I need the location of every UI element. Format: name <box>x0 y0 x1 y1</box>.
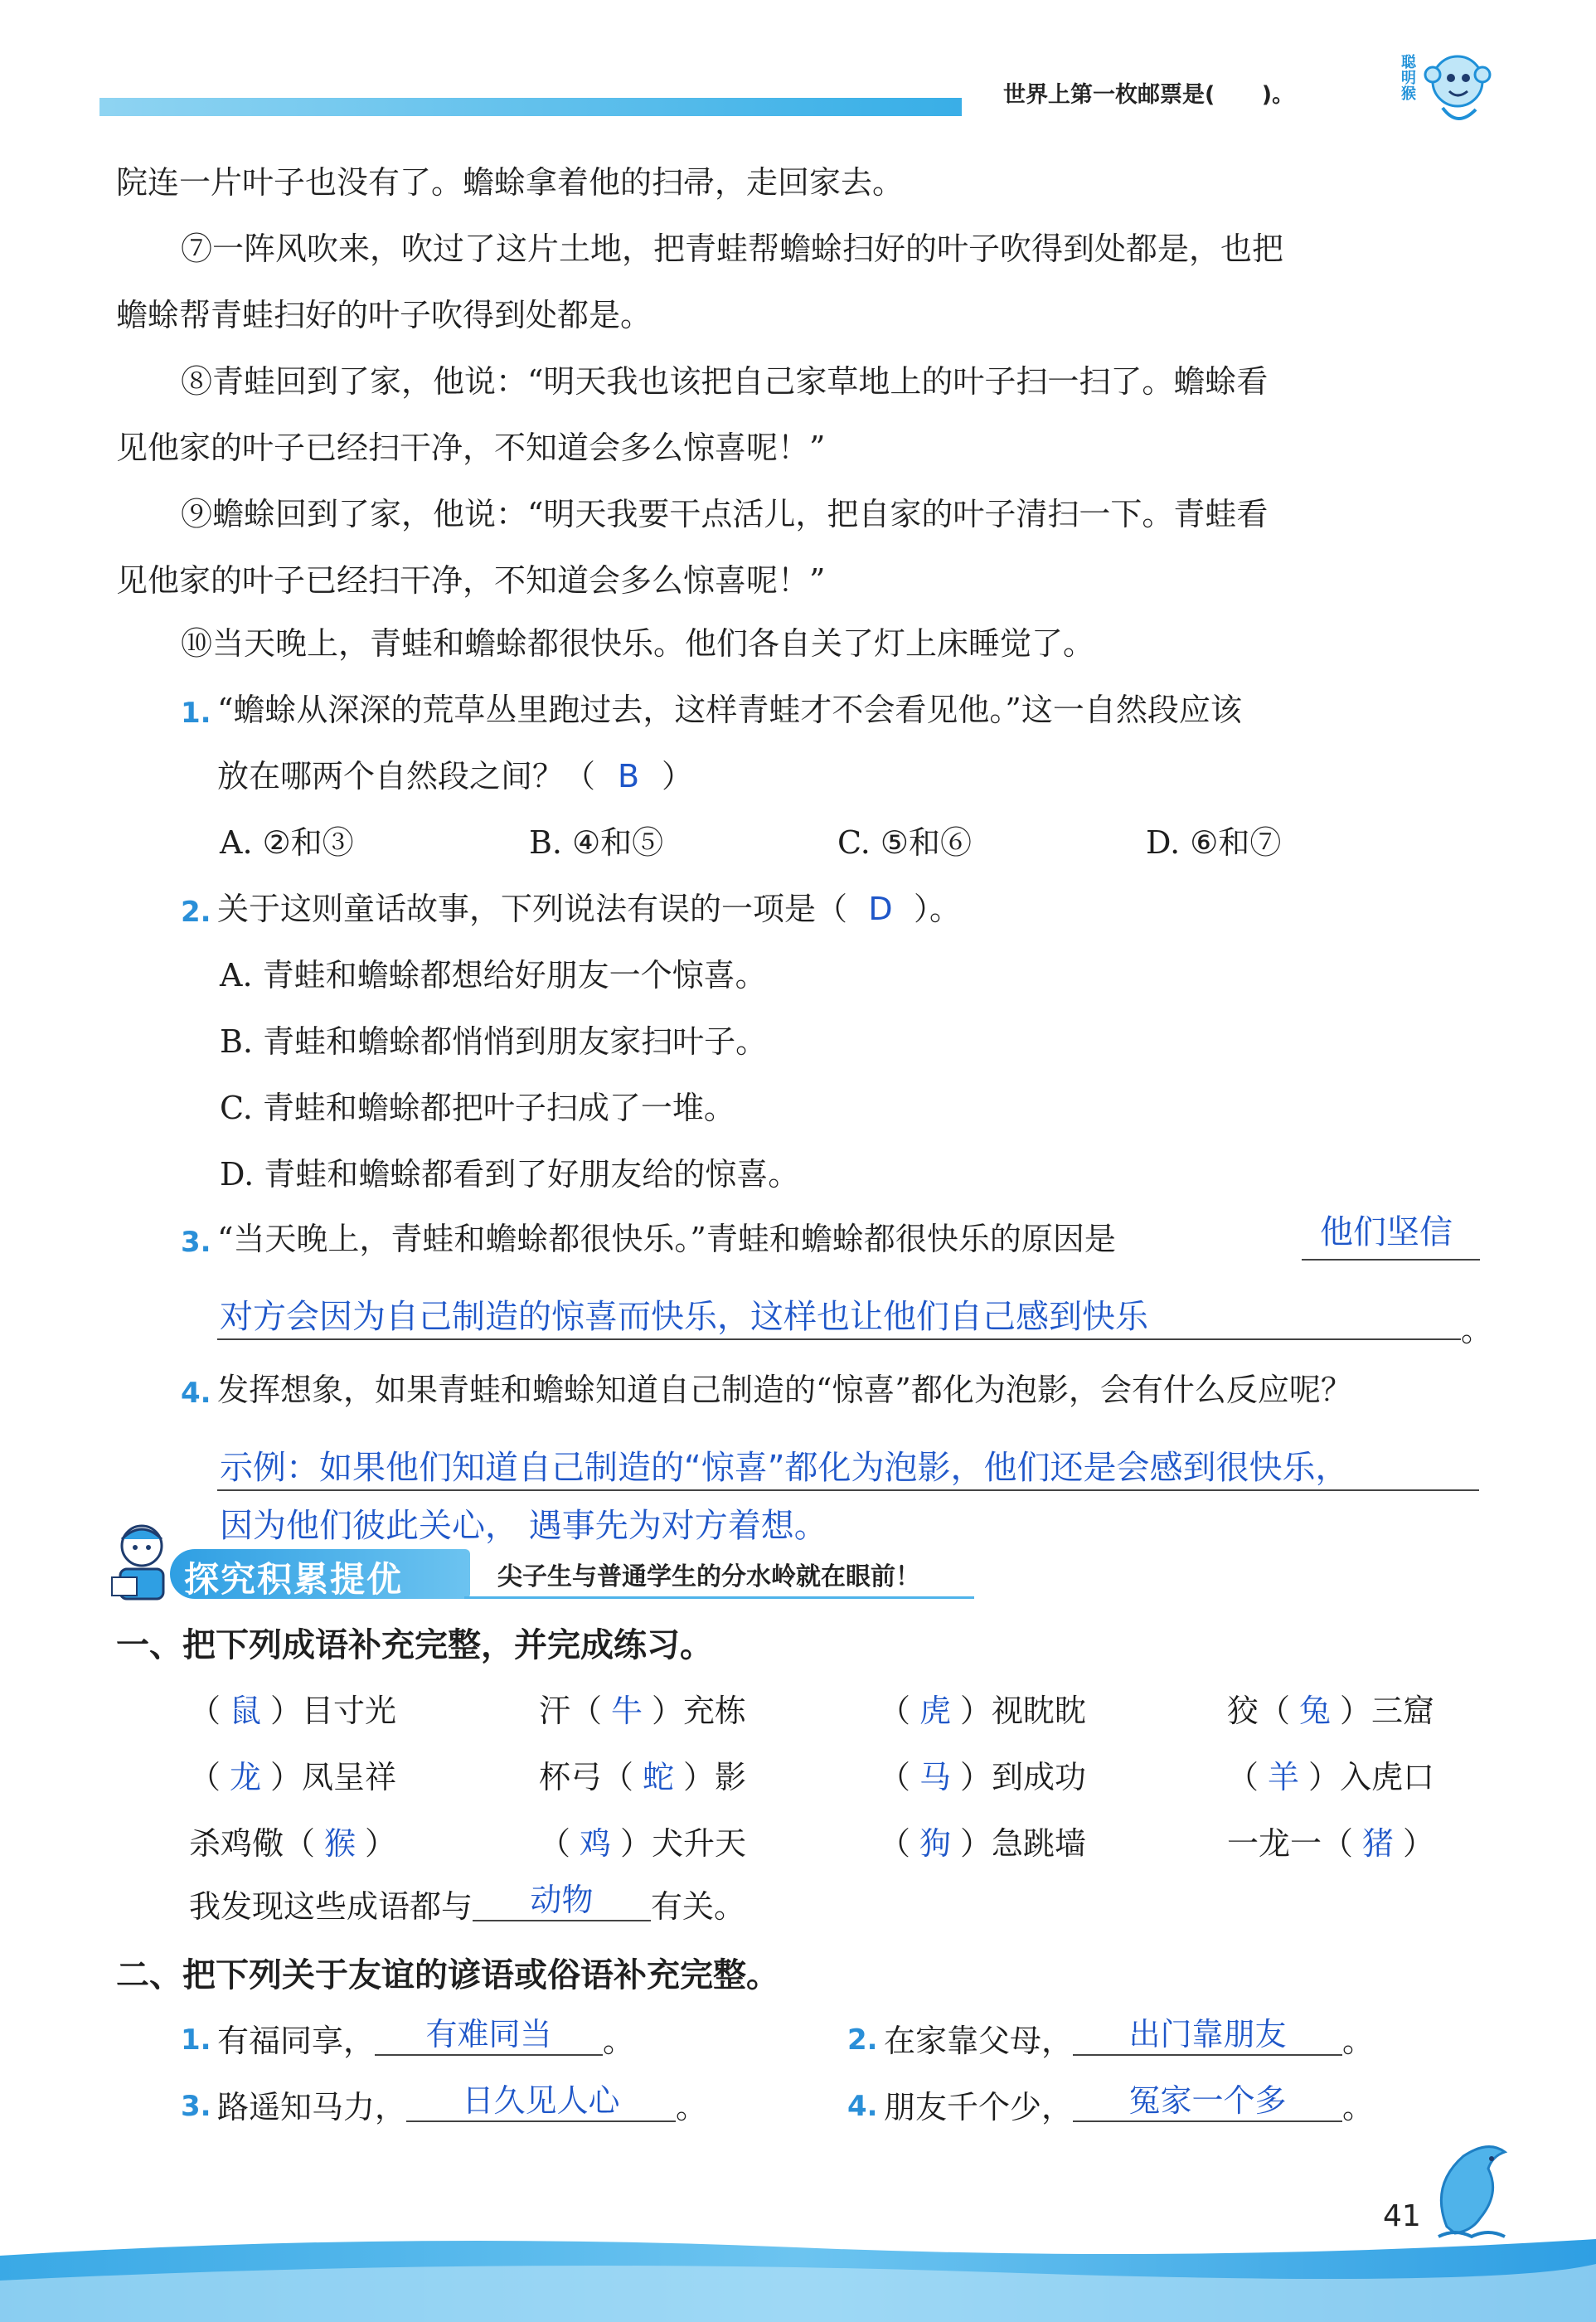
idiom-pre: 狡（ <box>1227 1693 1291 1729</box>
idiom-answer: 虎 <box>919 1693 952 1729</box>
proverb-post: 。 <box>1342 2089 1375 2125</box>
passage-line: 见他家的叶子已经扫干净，不知道会多么惊喜呢！” <box>116 430 826 466</box>
section1-heading: 一、把下列成语补充完整，并完成练习。 <box>116 1626 713 1664</box>
idiom-cell <box>539 1818 746 1863</box>
idiom-cell <box>539 1685 746 1731</box>
idiom-cell <box>189 1685 396 1731</box>
idiom-post: ）入虎口 <box>1308 1759 1435 1795</box>
proverb-number: 2. <box>847 2023 878 2057</box>
proverb-pre: 有福同享， <box>217 2023 376 2059</box>
proverb-pre: 在家靠父母， <box>884 2023 1074 2059</box>
idiom-pre: （ <box>879 1759 911 1795</box>
idiom-answer: 鼠 <box>230 1693 262 1729</box>
answer-underline <box>217 1338 1461 1340</box>
proverb-item <box>884 2082 1374 2129</box>
proverb-post: 。 <box>1342 2023 1375 2059</box>
passage-line: 院连一片叶子也没有了。蟾蜍拿着他的扫帚，走回家去。 <box>116 164 905 201</box>
q1-option: C. ⑤和⑥ <box>837 824 972 861</box>
summary-answer: 动物 <box>473 1874 651 1921</box>
proverb-answer: 冤家一个多 <box>1073 2075 1342 2122</box>
idiom-answer: 羊 <box>1268 1759 1300 1795</box>
idiom-cell <box>539 1751 746 1797</box>
idiom-answer: 猪 <box>1362 1825 1395 1862</box>
idiom-answer: 猴 <box>324 1825 357 1862</box>
idiom-pre: （ <box>879 1693 911 1729</box>
q2-option: D. 青蛙和蟾蜍都看到了好朋友给的惊喜。 <box>220 1156 800 1193</box>
q2-option: B. 青蛙和蟾蜍都悄悄到朋友家扫叶子。 <box>220 1023 768 1060</box>
passage-line: ⑦一阵风吹来，吹过了这片土地，把青蛙帮蟾蜍扫好的叶子吹得到处都是，也把 <box>181 231 1284 267</box>
passage-line: 见他家的叶子已经扫干净，不知道会多么惊喜呢！” <box>116 562 826 599</box>
question-number: 3. <box>181 1226 211 1259</box>
idiom-pre: 杯弓（ <box>539 1759 634 1795</box>
proverb-item <box>217 2082 707 2129</box>
q2-option: A. 青蛙和蟾蜍都想给好朋友一个惊喜。 <box>220 957 767 993</box>
header-question: 世界上第一枚邮票是( )。 <box>1003 82 1295 108</box>
idiom-pre: （ <box>539 1825 571 1862</box>
passage-line: ⑩当天晚上，青蛙和蟾蜍都很快乐。他们各自关了灯上床睡觉了。 <box>181 625 1095 662</box>
summary-pre: 我发现这些成语都与 <box>189 1888 473 1925</box>
answer-underline <box>217 1489 1479 1491</box>
proverb-number: 1. <box>181 2023 211 2057</box>
idiom-post: ） <box>365 1825 397 1862</box>
idiom-cell <box>879 1818 1086 1863</box>
q1-text-pre: 放在哪两个自然段之间？（ <box>217 758 596 794</box>
idiom-answer: 兔 <box>1299 1693 1332 1729</box>
q2-text <box>217 889 961 929</box>
page-number: 41 <box>1383 2199 1421 2233</box>
q3-answer-part1: 他们坚信 <box>1320 1213 1453 1251</box>
footer-wave <box>0 2222 1596 2322</box>
idiom-summary <box>189 1881 745 1928</box>
q1-option: A. ②和③ <box>220 824 354 861</box>
banner-title: 探究积累提优 <box>184 1559 404 1600</box>
idiom-post: ）影 <box>683 1759 747 1795</box>
idiom-answer: 马 <box>919 1759 952 1795</box>
idiom-answer: 蛇 <box>643 1759 675 1795</box>
idiom-post: ）犬升天 <box>620 1825 747 1862</box>
q1-answer: B <box>617 758 640 794</box>
q1-text <box>217 756 693 796</box>
passage-line: ⑧青蛙回到了家，他说：“明天我也该把自己家草地上的叶子扫一扫了。蟾蜍看 <box>181 363 1269 400</box>
answer-underline <box>1302 1259 1480 1261</box>
proverb-number: 3. <box>181 2090 211 2123</box>
q1-text: “蟾蜍从深深的荒草丛里跑过去，这样青蛙才不会看见他。”这一自然段应该 <box>217 692 1242 728</box>
proverb-post: 。 <box>603 2023 635 2059</box>
q2-option: C. 青蛙和蟾蜍都把叶子扫成了一堆。 <box>220 1090 735 1126</box>
proverb-answer: 有难同当 <box>375 2009 603 2056</box>
question-number: 4. <box>181 1377 211 1410</box>
proverb-post: 。 <box>676 2089 708 2125</box>
q3-text: “当天晚上，青蛙和蟾蜍都很快乐。”青蛙和蟾蜍都很快乐的原因是 <box>217 1221 1116 1257</box>
q1-option: B. ④和⑤ <box>529 824 664 861</box>
q4-text: 发挥想象，如果青蛙和蟾蜍知道自己制造的“惊喜”都化为泡影，会有什么反应呢？ <box>217 1372 1352 1408</box>
question-number: 1. <box>181 697 211 730</box>
q3-answer-part2: 对方会因为自己制造的惊喜而快乐，这样也让他们自己感到快乐 <box>220 1298 1148 1336</box>
proverb-pre: 路遥知马力， <box>217 2089 407 2125</box>
q1-option: D. ⑥和⑦ <box>1146 824 1282 861</box>
mascot-label: 聪明猴 <box>1401 54 1416 103</box>
idiom-post: ）急跳墙 <box>960 1825 1087 1862</box>
passage-line: 蟾蜍帮青蛙扫好的叶子吹得到处都是。 <box>116 297 652 333</box>
idiom-answer: 鸡 <box>580 1825 612 1862</box>
q4-answer-line1: 示例：如果他们知道自己制造的“惊喜”都化为泡影，他们还是会感到很快乐， <box>220 1449 1349 1487</box>
question-number: 2. <box>181 896 211 929</box>
proverb-number: 4. <box>847 2090 878 2123</box>
q3-end: 。 <box>1461 1312 1493 1348</box>
idiom-cell <box>189 1818 396 1863</box>
proverb-pre: 朋友千个少， <box>884 2089 1074 2125</box>
idiom-post: ） <box>1403 1825 1435 1862</box>
idiom-post: ）充栋 <box>652 1693 747 1729</box>
q2-text-pre: 关于这则童话故事，下列说法有误的一项是（ <box>217 891 848 927</box>
idiom-pre: （ <box>1227 1759 1259 1795</box>
proverb-item <box>884 2015 1374 2062</box>
idiom-post: ）视眈眈 <box>960 1693 1087 1729</box>
q4-answer-line2: 因为他们彼此关心， 遇事先为对方着想。 <box>220 1507 827 1545</box>
idiom-post: ）三窟 <box>1340 1693 1435 1729</box>
idiom-answer: 狗 <box>919 1825 952 1862</box>
idiom-post: ）目寸光 <box>270 1693 397 1729</box>
idiom-cell <box>1227 1818 1434 1863</box>
idiom-pre: 一龙一（ <box>1227 1825 1354 1862</box>
proverb-answer: 出门靠朋友 <box>1073 2009 1342 2056</box>
idiom-cell <box>189 1751 396 1797</box>
idiom-pre: 汗（ <box>539 1693 603 1729</box>
q2-answer: D <box>868 891 893 927</box>
q2-text-post: ）。 <box>914 891 962 927</box>
proverb-answer: 日久见人心 <box>406 2075 676 2122</box>
idiom-answer: 牛 <box>611 1693 643 1729</box>
idiom-answer: 龙 <box>230 1759 262 1795</box>
idiom-cell <box>879 1751 1086 1797</box>
proverb-item <box>217 2015 634 2062</box>
idiom-pre: （ <box>189 1759 221 1795</box>
idiom-cell <box>1227 1685 1434 1731</box>
idiom-pre: 杀鸡儆（ <box>189 1825 316 1862</box>
idiom-cell <box>1227 1751 1434 1797</box>
idiom-cell <box>879 1685 1086 1731</box>
reading-boy-icon <box>104 1518 178 1609</box>
idiom-post: ）到成功 <box>960 1759 1087 1795</box>
idiom-pre: （ <box>189 1693 221 1729</box>
banner-subtitle: 尖子生与普通学生的分水岭就在眼前！ <box>497 1562 920 1591</box>
idiom-post: ）凤呈祥 <box>270 1759 397 1795</box>
idiom-pre: （ <box>879 1825 911 1862</box>
dolphin-icon <box>1422 2135 1521 2243</box>
banner-underline <box>464 1596 974 1599</box>
summary-post: 有关。 <box>651 1888 746 1925</box>
passage-line: ⑨蟾蜍回到了家，他说：“明天我要干点活儿，把自家的叶子清扫一下。青蛙看 <box>181 496 1269 532</box>
q1-text-post: ） <box>662 758 694 794</box>
section2-heading: 二、把下列关于友谊的谚语或俗语补充完整。 <box>116 1956 779 1994</box>
